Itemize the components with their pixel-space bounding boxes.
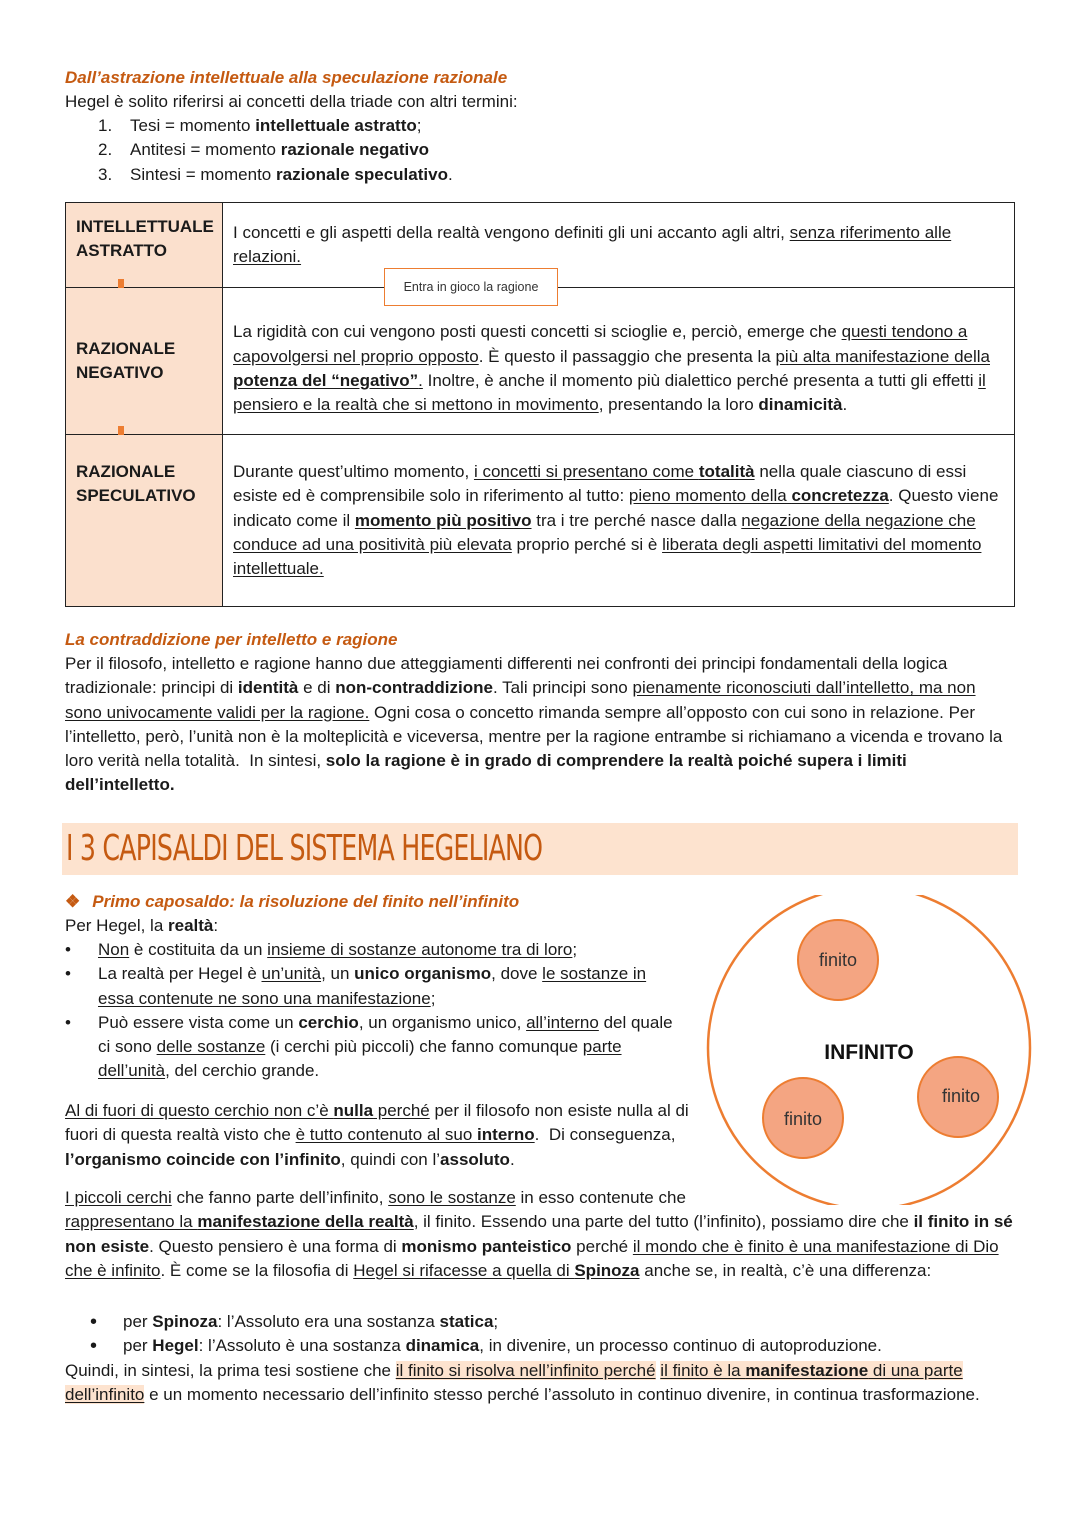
intro-text: Hegel è solito riferirsi ai concetti della triade con altri termini: <box>65 92 518 111</box>
moment-description: I concetti e gli aspetti della realtà vengono definiti gli uni accanto agli altri, senza riferimento alle relazioni. <box>223 203 1015 288</box>
paragraph-contraddizione: Per il filosofo, intelletto e ragione hanno due atteggiamenti differenti nei confronti dei principi fondamentali della logica tradizionale: principi di identità e di non-contraddizione. Tali principi sono pienamente riconosciuti dall’intelletto, ma non sono univocamente validi per la ragione. Ogni cosa o concetto rimanda sempre all’opposto con cui sono in relazione. Per l’intelletto, però, l’unità non è la molteplicità e viceversa, mentre per la ragione entrambe si richiamano a vicenda e trovano la loro verità nella totalità. In sintesi, solo la ragione è in grado di comprendere la realtà poiché supera i limiti dell’intelletto. <box>65 654 1003 795</box>
section-title-contraddizione: La contraddizione per intelletto e ragione <box>65 630 398 649</box>
paragraph-piccoli-cerchi: I piccoli cerchi che fanno parte dell’infinito, sono le sostanze in esso contenute che rappresentano la manifestazione della realtà, il finito. Essendo una parte del tutto (l’infinito), possiamo dire che il finito in sé non esiste. Questo pensiero è una forma di monismo panteistico perché il mondo che è finito è una manifestazione di Dio che è infinito. È come se la filosofia di Hegel si rifacesse a quella di Spinoza anche se, in realtà, c’è una differenza: <box>65 1188 1013 1280</box>
section-banner <box>62 823 1018 875</box>
moment-label: RAZIONALE NEGATIVO <box>66 288 223 435</box>
callout-box: Entra in gioco la ragione <box>384 268 558 306</box>
realta-list <box>65 938 685 1084</box>
finito-label: finito <box>941 1086 981 1106</box>
list-item: • Può essere vista come un cerchio, un organismo unico, all’interno del quale ci sono delle sostanze (i cerchi più piccoli) che fanno comunque parte dell’unità, del cerchio grande. <box>65 1011 685 1084</box>
moment-description: Durante quest’ultimo momento, i concetti si presentano come totalità nella quale ciascuno di essi esiste ed è comprensibile solo in riferimento al tutto: pieno momento della concretezza. Questo viene indicato come il momento più positivo tra i tre perché nasce dalla negazione della negazione che conduce ad una positività più elevata proprio perché si è liberata degli aspetti limitativi del momento intellettuale. <box>223 435 1015 607</box>
section-title-astrazione: Dall’astrazione intellettuale alla speculazione razionale <box>65 68 508 87</box>
diamond-bullet-icon: ❖ <box>65 892 81 911</box>
triad-list <box>98 114 453 187</box>
infinito-label: INFINITO <box>824 1041 914 1064</box>
paragraph-fuori-cerchio: Al di fuori di questo cerchio non c’è nulla perché per il filosofo non esiste nulla al di fuori di questa realtà visto che è tutto contenuto al suo interno. Di conseguenza, l’organismo coincide con l’infinito, quindi con l’assoluto. <box>65 1101 689 1169</box>
finito-label: finito <box>818 950 858 970</box>
list-item: • La realtà per Hegel è un’unità, un unico organismo, dove le sostanze in essa contenute ne sono una manifestazione; <box>65 962 685 1011</box>
moment-label: RAZIONALE SPECULATIVO <box>66 435 223 607</box>
triad-item: 3. Sintesi = momento razionale speculativo. <box>98 164 453 184</box>
differenza-list <box>90 1310 882 1359</box>
paragraph-intro-realta: Per Hegel, la realtà: <box>65 916 219 935</box>
triad-item: 1. Tesi = momento intellettuale astratto; <box>98 116 422 135</box>
list-item: • per Hegel: l’Assoluto è una sostanza dinamica, in divenire, un processo continuo di autoproduzione. <box>90 1334 882 1358</box>
list-item: • Non è costituita da un insieme di sostanze autonome tra di loro; <box>65 938 685 962</box>
moment-description: La rigidità con cui vengono posti questi concetti si scioglie e, perciò, emerge che questi tendono a capovolgersi nel proprio opposto. È questo il passaggio che presenta la più alta manifestazione della potenza del “negativo”. Inoltre, è anche il momento più dialettico perché presenta a tutti gli effetti il pensiero e la realtà che si mettono in movimento, presentando la loro dinamicità. <box>223 288 1015 435</box>
paragraph-sintesi: Quindi, in sintesi, la prima tesi sostiene che il finito si risolva nell’infinito perché il finito è la manifestazione di una parte dell’infinito e un momento necessario dell’infinito stesso perché l’assoluto in continuo divenire, in continua trasformazione. <box>65 1361 980 1405</box>
moment-label: INTELLETTUALE ASTRATTO <box>66 203 223 288</box>
banner-title: I 3 CAPISALDI DEL SISTEMA HEGELIANO <box>66 828 543 869</box>
table-row <box>66 435 1015 607</box>
finito-label: finito <box>783 1109 823 1129</box>
infinito-diagram <box>700 895 1040 1205</box>
moments-table <box>65 202 1015 607</box>
table-row <box>66 288 1015 435</box>
list-item: • per Spinoza: l’Assoluto era una sostanza statica; <box>90 1310 882 1334</box>
subsection-title: ❖ Primo caposaldo: la risoluzione del finito nell’infinito <box>65 892 520 911</box>
triad-item: 2. Antitesi = momento razionale negativo <box>98 140 430 160</box>
